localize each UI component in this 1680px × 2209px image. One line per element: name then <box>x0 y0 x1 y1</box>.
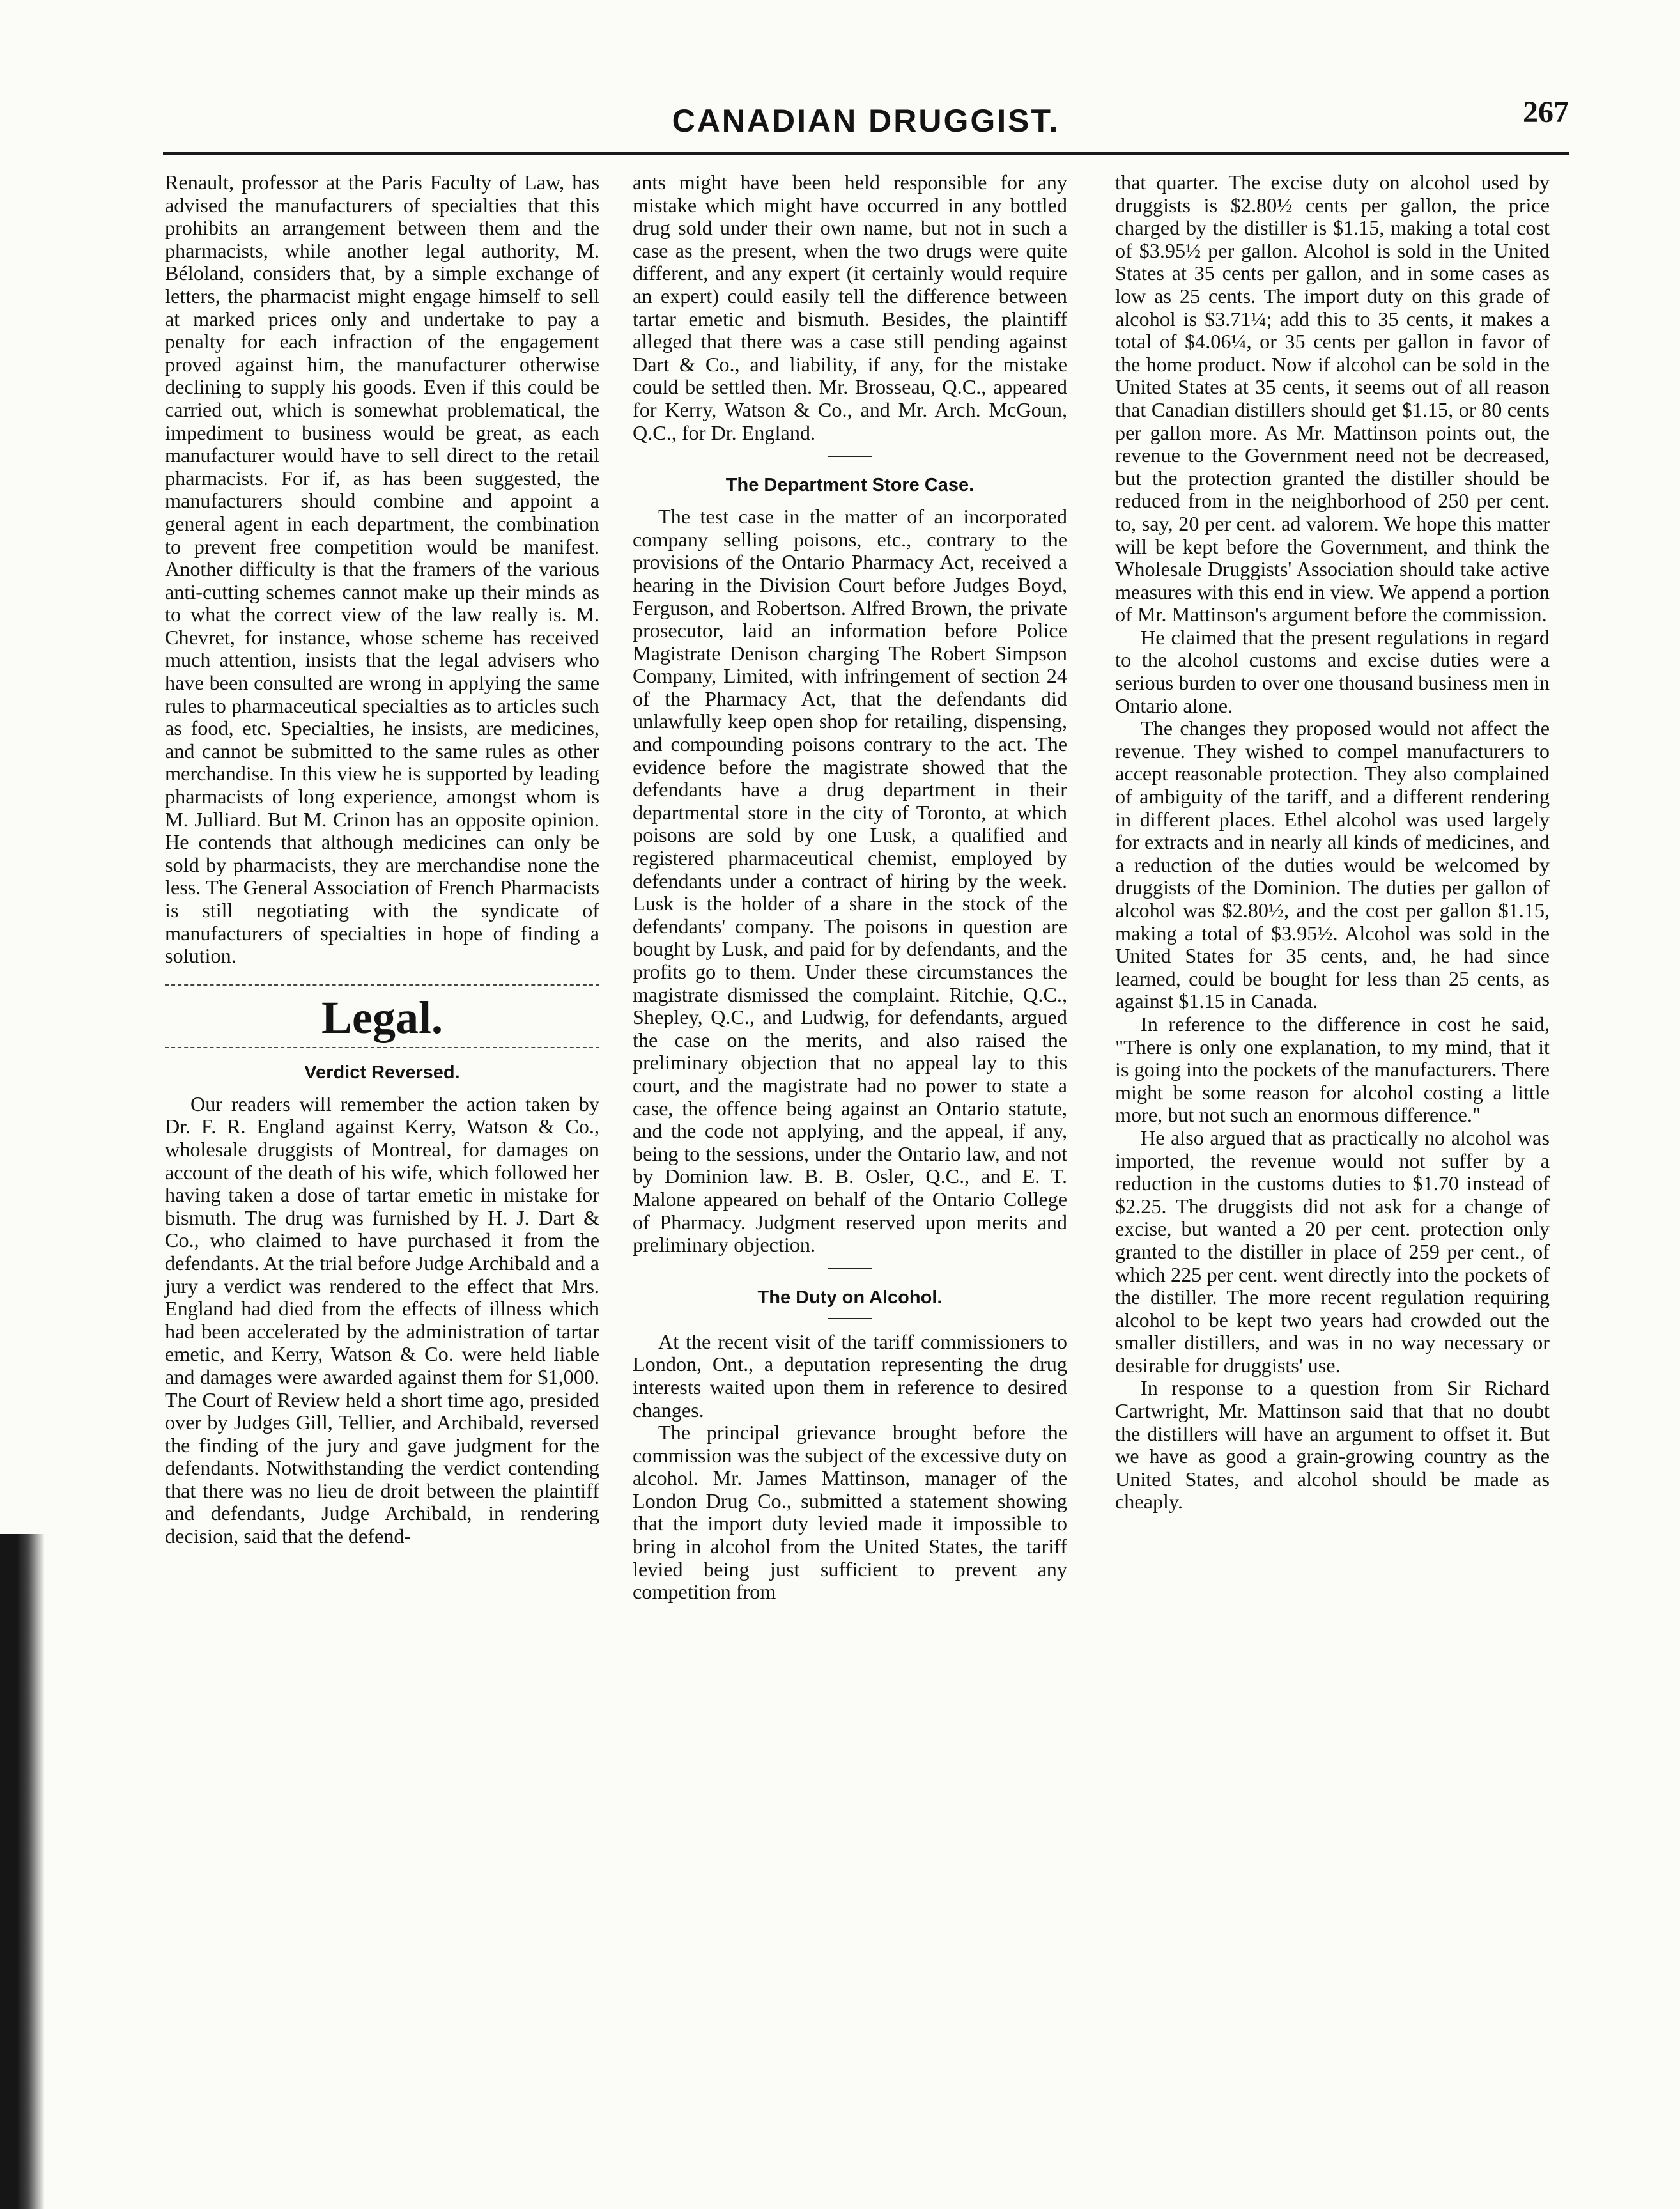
binding-edge <box>0 1534 45 2209</box>
column-3 <box>1115 171 1550 1514</box>
column-1 <box>165 171 599 1548</box>
journal-title: CANADIAN DRUGGIST. <box>672 103 1060 139</box>
section-heading-legal: Legal. <box>165 991 599 1044</box>
paragraph: In reference to the difference in cost he said, "There is only one explanation, to my mind, that it is going into the pockets of the manufacturers. There might be some reason for alcohol costing a little more, but not such an enormous difference." <box>1115 1012 1550 1127</box>
subheading-department-store-case: The Department Store Case. <box>725 475 975 496</box>
paragraph: The changes they proposed would not affect the revenue. They wished to compel manufacturers to accept reasonable protection. They also complained of ambiguity of the tariff, and a different rendering in different places. Ethel alcohol was used largely for extracts and in nearly all kinds of medicines, and a reduction of the duties would be welcomed by druggists of the Dominion. The duties per gallon of alcohol was $2.80½, and the cost per gallon $1.15, making a total of $3.95½. Alcohol was sold in the United States for 35 cents, and, he had since learned, could be bought for less than 25 cents, as against $1.15 in Canada. <box>1115 717 1550 1013</box>
paragraph: In response to a question from Sir Richard Cartwright, Mr. Mattinson said that that no doubt the distillers will have an argument to offset it. But we have as good a grain-growing country as the United States, and alcohol should be made as cheaply. <box>1115 1376 1550 1514</box>
paragraph: Renault, professor at the Paris Faculty of Law, has advised the manufacturers of specialties that this prohibits an arrangement between them and the pharmacists, while another legal authority, M. Béloland, considers that, by a simple exchange of letters, the pharmacist might engage himself to sell at marked prices only and undertake to pay a penalty for each infraction of the engagement proved against him, the manufacturer otherwise declining to supply his goods. Even if this could be carried out, which is somewhat problematical, the impediment to business would be great, as each manufacturer would have to sell direct to the retail pharmacists. For if, as has been suggested, the manufacturers should combine and appoint a general agent in each department, the combination to prevent free competition would be manifest. Another difficulty is that the framers of the various anti-cutting schemes cannot make up their minds as to what the correct view of the law really is. M. Chevret, for instance, whose scheme has received much attention, insists that the legal advisers who have been consulted are wrong in applying the same rules to pharmaceutical specialties as to articles such as food, etc. Specialties, he insists, are medicines, and cannot be submitted to the same rules as other merchandise. In this view he is supported by leading pharmacists of long experience, amongst whom is M. Julliard. But M. Crinon has an opposite opinion. He contends that although medicines can only be sold by pharmacists, they are merchandise none the less. The General Association of French Pharmacists is still negotiating with the syndicate of manufacturers of specialties in hope of finding a solution. <box>165 171 599 968</box>
divider <box>828 1268 872 1269</box>
paragraph: that quarter. The excise duty on alcohol used by druggists is $2.80½ cents per gallon, the price charged by the distiller is $1.15, making a total cost of $3.95½ per gallon. Alcohol is sold in the United States at 35 cents per gallon, and in some cases as low as 25 cents. The import duty on this grade of alcohol is $3.71¼; add this to 35 cents, it makes a total of $4.06¼, or 35 cents per gallon in favor of the home product. Now if alcohol can be sold in the United States at 35 cents, it seems out of all reason that Canadian distillers should get $1.15, or 80 cents per gallon more. As Mr. Mattinson points out, the revenue to the Government need not be decreased, but the protection granted the distiller should be reduced from in the neighborhood of 250 per cent. to, say, 20 per cent. ad valorem. We hope this matter will be kept before the Government, and think the Wholesale Druggists' Association should take active measures with this end in view. We append a portion of Mr. Mattinson's argument before the commission. <box>1115 171 1550 626</box>
running-header <box>163 95 1569 147</box>
divider <box>828 1318 872 1319</box>
paragraph: The principal grievance brought before the commission was the subject of the excessive duty on alcohol. Mr. James Mattinson, manager of the London Drug Co., submitted a statement showing that the import duty levied made it impossible to bring in alcohol from the United States, the tariff levied being just sufficient to prevent any competition from <box>633 1421 1067 1604</box>
header-rule <box>163 152 1569 155</box>
column-2 <box>633 171 1067 1604</box>
subheading-duty-on-alcohol: The Duty on Alcohol. <box>757 1287 943 1308</box>
paragraph: He also argued that as practically no alcohol was imported, the revenue would not suffer by a reduction in the customs duties to $1.70 instead of $2.25. The druggists did not ask for a change of excise, but wanted a 20 per cent. protection only granted to the distiller in place of 259 per cent., of which 225 per cent. went directly into the pockets of the distiller. The more recent regulation requiring alcohol to be kept two years had crowded out the smaller distillers, and was in no way necessary or desirable for druggists' use. <box>1115 1126 1550 1377</box>
divider <box>828 456 872 457</box>
paragraph: The test case in the matter of an incorporated company selling poisons, etc., contrary to the provisions of the Ontario Pharmacy Act, received a hearing in the Division Court before Judges Boyd, Ferguson, and Robertson. Alfred Brown, the private prosecutor, laid an information before Police Magistrate Denison charging The Robert Simpson Company, Limited, with infringement of section 24 of the Pharmacy Act, that the defendants did unlawfully keep open shop for retailing, dispensing, and compounding poisons contrary to the act. The evidence before the magistrate showed that the defendants have a drug department in their departmental store in the city of Toronto, at which poisons are sold by one Lusk, a qualified and registered pharmaceutical chemist, employed by defendants under a contract of hiring by the week. Lusk is the holder of a share in the stock of the defendants' company. The poisons in question are bought by Lusk, and paid for by defendants, and the profits go to them. Under these circumstances the magistrate dismissed the complaint. Ritchie, Q.C., Shepley, Q.C., and Ludwig, for defendants, argued the case on the merits, and also raised the preliminary objection that no appeal lay to this court, and the magistrate had no power to state a case, the offence being against an Ontario statute, and the code not applying, and the appeal, if any, being to the sessions, under the Ontario law, and not by Dominion law. B. B. Osler, Q.C., and E. T. Malone appeared on behalf of the Ontario College of Pharmacy. Judgment reserved upon merits and preliminary objection. <box>633 505 1067 1257</box>
page-number: 267 <box>1523 95 1569 129</box>
paragraph: Our readers will remember the action taken by Dr. F. R. England against Kerry, Watson & Co., wholesale druggists of Montreal, for damages on account of the death of his wife, which followed her having taken a dose of tartar emetic in mistake for bismuth. The drug was furnished by H. J. Dart & Co., who claimed to have purchased it from the defendants. At the trial before Judge Archibald and a jury a verdict was rendered to the effect that Mrs. England had died from the effects of illness which had been accelerated by the administration of tartar emetic, and Kerry, Watson & Co. were held liable and damages were awarded against them for $1,000. The Court of Review held a short time ago, presided over by Judges Gill, Tellier, and Archibald, reversed the finding of the jury and gave judgment for the defendants. Notwithstanding the verdict contending that there was no lieu de droit between the plaintiff and defendants, Judge Archibald, in rendering decision, said that the defend- <box>165 1092 599 1548</box>
subheading-verdict-reversed: Verdict Reversed. <box>304 1062 460 1083</box>
paragraph: ants might have been held responsible for any mistake which might have occurred in any bottled drug sold under their own name, but not in such a case as the present, when the two drugs were quite different, and any expert (it certainly would require an expert) could easily tell the difference between tartar emetic and bismuth. Besides, the plaintiff alleged that there was a case still pending against Dart & Co., and liability, if any, for the mistake could be settled then. Mr. Brosseau, Q.C., appeared for Kerry, Watson & Co., and Mr. Arch. McGoun, Q.C., for Dr. England. <box>633 171 1067 444</box>
paragraph: He claimed that the present regulations in regard to the alcohol customs and excise duties were a serious burden to over one thousand business men in Ontario alone. <box>1115 625 1550 717</box>
paragraph: At the recent visit of the tariff commissioners to London, Ont., a deputation representing the drug interests waited upon them in reference to desired changes. <box>633 1329 1067 1422</box>
